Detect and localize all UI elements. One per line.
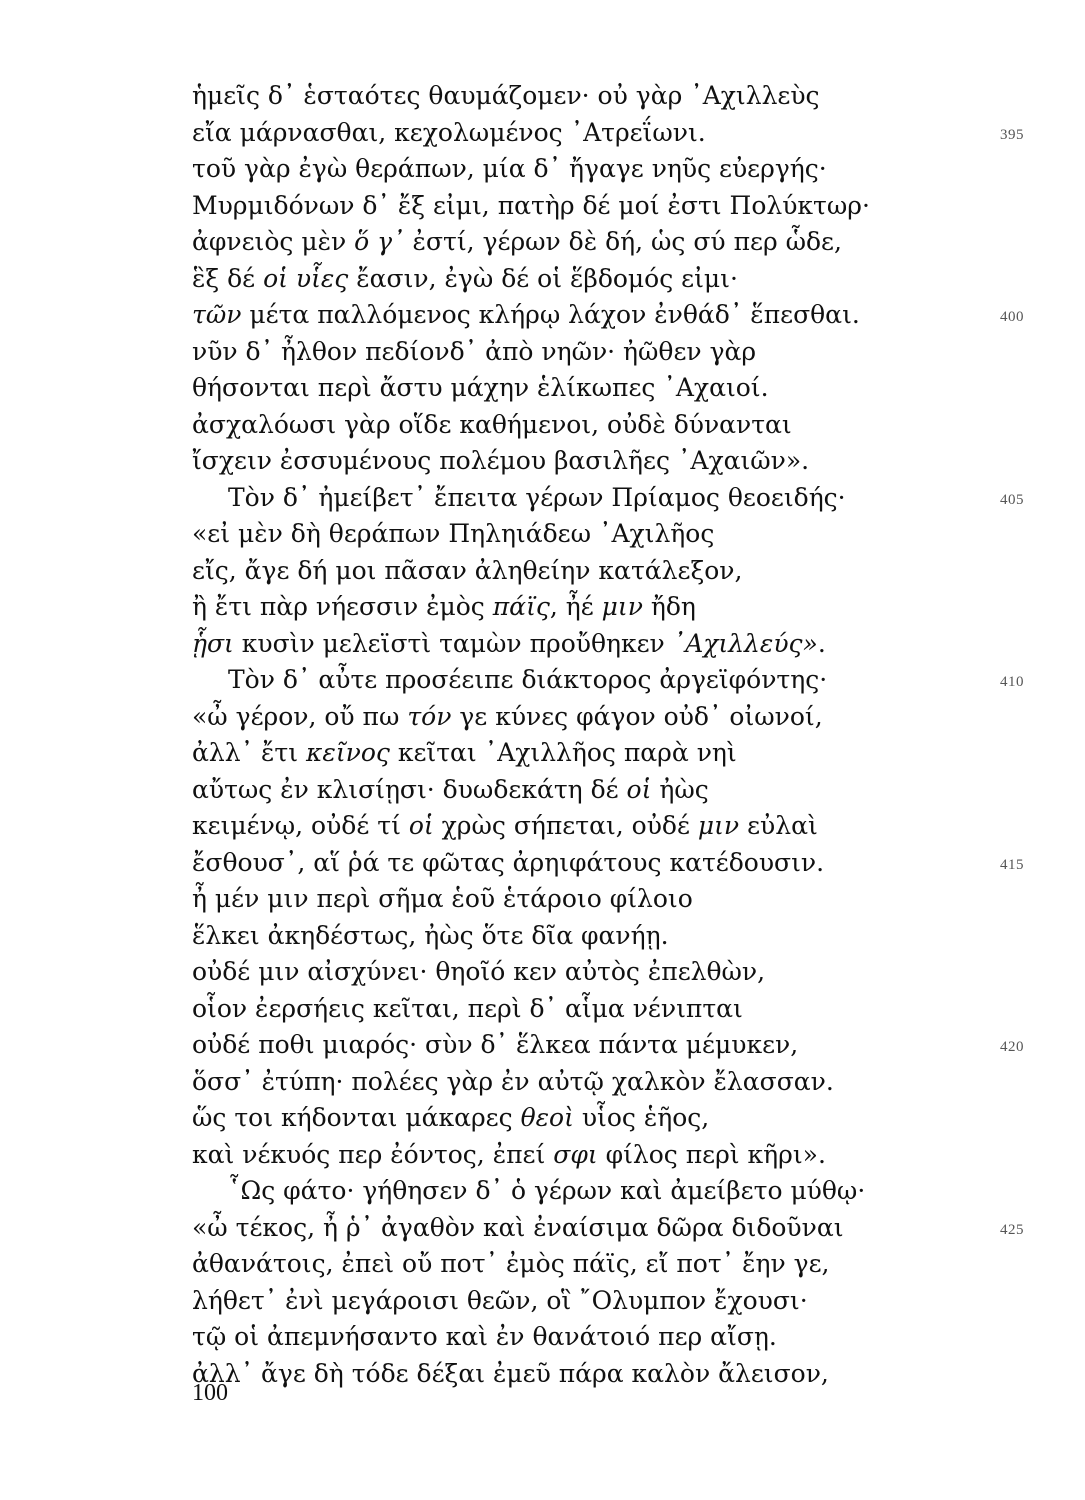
text-segment: μέτα παλλόμενος κλήρῳ λάχον ἐνθάδ᾽ ἕπεσθαι. bbox=[241, 300, 860, 329]
verse-text bbox=[192, 1067, 834, 1096]
verse-line bbox=[192, 224, 972, 261]
text-segment: ῟Ως φάτο· γήθησεν δ᾽ ὁ γέρων καὶ ἀμείβετο μύθῳ· bbox=[228, 1176, 866, 1205]
text-segment: «ὦ τέκος, ἦ ῥ᾽ ἀγαθὸν καὶ ἐναίσιμα δῶρα διδοῦναι bbox=[192, 1212, 844, 1242]
text-segment: «ὦ γέρον, οὔ πω bbox=[192, 701, 408, 731]
italic-segment: πάϊς bbox=[492, 592, 550, 621]
text-segment: ἀφνειὸς μὲν bbox=[192, 227, 355, 256]
verse-text bbox=[192, 300, 860, 329]
verse-line bbox=[192, 151, 972, 188]
italic-segment: ᾗσι bbox=[192, 628, 234, 658]
text-segment: Τὸν δ᾽ αὖτε προσέειπε διάκτορος ἀργεϊφόντης· bbox=[228, 665, 828, 694]
text-segment: καὶ νέκυός περ ἐόντος, ἐπεί bbox=[192, 1139, 554, 1169]
text-segment: ἴσχειν ἐσσυμένους πολέμου βασιλῆες ᾽Αχαιῶν». bbox=[192, 446, 810, 475]
verse-line bbox=[192, 516, 972, 553]
verse-text bbox=[192, 592, 696, 621]
text-segment: φίλος περὶ κῆρι». bbox=[597, 1139, 826, 1169]
text-segment: κυσὶν μελεϊστὶ ταμὼν προὔθηκεν bbox=[233, 628, 673, 658]
text-segment: κεῖται ᾽Αχιλλῆος παρὰ νηὶ bbox=[389, 738, 737, 767]
verse-line bbox=[192, 443, 972, 480]
verse-text bbox=[192, 994, 743, 1023]
verse-text bbox=[192, 665, 827, 694]
line-number: 410 bbox=[1000, 674, 1024, 690]
verse-line bbox=[192, 699, 972, 736]
italic-segment: ὅ γ᾽ bbox=[354, 227, 405, 256]
text-segment: Μυρμιδόνων δ᾽ ἔξ εἰμι, πατὴρ δέ μοί ἐστι Πολύκτωρ· bbox=[192, 190, 870, 220]
line-number: 420 bbox=[1000, 1039, 1024, 1055]
text-segment: θήσονται περὶ ἄστυ μάχην ἑλίκωπες ᾽Αχαιοί. bbox=[192, 373, 769, 402]
verse-text bbox=[192, 373, 769, 402]
text-segment: λήθετ᾽ ἐνὶ μεγάροισι θεῶν, οἳ ῎Ολυμπον ἔχουσι· bbox=[192, 1285, 808, 1315]
text-segment: ὥς τοι κήδονται μάκαρες bbox=[192, 1103, 521, 1132]
text-segment: τοῦ γὰρ ἐγὼ θεράπων, μία δ᾽ ἤγαγε νηῦς εὐεργής· bbox=[192, 154, 827, 183]
verse-line bbox=[192, 1173, 972, 1210]
text-segment: κειμένῳ, οὐδέ τί bbox=[192, 811, 409, 840]
verse-line bbox=[192, 662, 1024, 699]
verse-line bbox=[192, 1246, 972, 1283]
verse-text bbox=[192, 1249, 830, 1278]
text-segment: εὐλαὶ bbox=[739, 811, 818, 840]
verse-line bbox=[192, 261, 972, 298]
text-segment: οὐδέ μιν αἰσχύνει· θηοῖό κεν αὐτὸς ἐπελθὼν, bbox=[192, 957, 766, 986]
verse-line bbox=[192, 480, 1024, 517]
text-segment: ἕλκει ἀκηδέστως, ἠὼς ὅτε δῖα φανήῃ. bbox=[192, 920, 669, 950]
verse-text bbox=[192, 1176, 865, 1205]
text-segment: Τὸν δ᾽ ἠμείβετ᾽ ἔπειτα γέρων Πρίαμος θεοειδής· bbox=[228, 482, 846, 512]
verse-line bbox=[192, 407, 972, 444]
verse-line bbox=[192, 845, 1024, 882]
text-segment: ἀθανάτοις, ἐπεὶ οὔ ποτ᾽ ἐμὸς πάϊς, εἴ ποτ᾽ ἔην γε, bbox=[192, 1249, 830, 1278]
verse-line bbox=[192, 553, 972, 590]
verse-text bbox=[192, 1030, 798, 1059]
verse-line bbox=[192, 78, 972, 115]
verse-text bbox=[192, 1213, 844, 1242]
verse-line bbox=[192, 589, 972, 626]
italic-segment: μιν bbox=[601, 592, 643, 621]
verse-text bbox=[192, 921, 669, 950]
italic-segment: οἱ υἷες bbox=[263, 263, 349, 293]
verse-text bbox=[192, 957, 765, 986]
text-segment: ἠὼς bbox=[651, 774, 709, 804]
italic-segment: τόν bbox=[407, 701, 452, 731]
verse-text bbox=[192, 702, 823, 731]
poem-text bbox=[192, 78, 1024, 1392]
text-segment: ἢ ἔτι πὰρ νήεσσιν ἐμὸς bbox=[192, 592, 493, 621]
text-segment: εἴα μάρνασθαι, κεχολωμένος ᾽Ατρεΐωνι. bbox=[192, 117, 706, 147]
text-segment: «εἰ μὲν δὴ θεράπων Πηληιάδεω ᾽Αχιλῆος bbox=[192, 519, 715, 548]
line-number: 405 bbox=[1000, 491, 1024, 508]
text-segment: γε κύνες φάγον οὐδ᾽ οἰωνοί, bbox=[451, 701, 823, 731]
verse-line bbox=[192, 735, 972, 772]
italic-segment: οἱ bbox=[408, 811, 434, 840]
verse-line bbox=[192, 954, 972, 991]
text-segment: χρὼς σήπεται, οὐδέ bbox=[433, 811, 698, 840]
verse-line bbox=[192, 626, 972, 663]
text-segment: ἀσχαλόωσι γὰρ οἵδε καθήμενοι, οὐδὲ δύνανται bbox=[192, 409, 792, 439]
verse-text bbox=[192, 483, 846, 512]
verse-text bbox=[192, 811, 818, 840]
text-segment: νῦν δ᾽ ἦλθον πεδίονδ᾽ ἀπὸ νηῶν· ἠῶθεν γὰρ bbox=[192, 336, 757, 366]
verse-text bbox=[192, 1103, 709, 1132]
text-segment: , ἦέ bbox=[549, 592, 602, 621]
text-segment: ἔασιν, ἐγὼ δέ οἱ ἕβδομός εἰμι· bbox=[348, 263, 738, 293]
text-segment: ὅσσ᾽ ἐτύπη· πολέες γὰρ ἐν αὐτῷ χαλκὸν ἔλασσαν. bbox=[192, 1066, 834, 1096]
verse-line bbox=[192, 1356, 972, 1393]
italic-segment: κεῖνος bbox=[306, 738, 390, 767]
text-segment: οἷον ἐερσήεις κεῖται, περὶ δ᾽ αἷμα νένιπται bbox=[192, 993, 743, 1023]
verse-line bbox=[192, 991, 972, 1028]
italic-segment: οἱ bbox=[626, 774, 652, 804]
verse-text bbox=[192, 81, 820, 110]
verse-text bbox=[192, 337, 756, 366]
verse-line bbox=[192, 772, 972, 809]
text-segment: οὐδέ ποθι μιαρός· σὺν δ᾽ ἕλκεα πάντα μέμυκεν, bbox=[192, 1030, 799, 1059]
italic-segment: σφι bbox=[553, 1139, 598, 1169]
text-segment: ἤδη bbox=[642, 592, 696, 621]
verse-text bbox=[192, 1359, 829, 1388]
verse-text bbox=[192, 738, 737, 767]
verse-line bbox=[192, 115, 1024, 152]
verse-text bbox=[192, 410, 792, 439]
verse-line bbox=[192, 1064, 972, 1101]
text-segment: ἡμεῖς δ᾽ ἑσταότες θαυμάζομεν· οὐ γὰρ ᾽Αχιλλεὺς bbox=[192, 81, 820, 110]
text-segment: υἷος ἑῆος, bbox=[573, 1103, 710, 1132]
verse-line bbox=[192, 370, 972, 407]
verse-line bbox=[192, 1210, 1024, 1247]
italic-segment: ᾽Αχιλλεύς» bbox=[672, 628, 818, 658]
verse-line bbox=[192, 297, 1024, 334]
text-segment: τῷ οἱ ἀπεμνήσαντο καὶ ἐν θανάτοιό περ αἴσῃ. bbox=[192, 1322, 777, 1351]
verse-text bbox=[192, 629, 826, 658]
verse-text bbox=[192, 848, 824, 877]
text-segment: ἀλλ᾽ ἄγε δὴ τόδε δέξαι ἐμεῦ πάρα καλὸν ἄλεισον, bbox=[192, 1358, 829, 1388]
verse-text bbox=[192, 775, 709, 804]
verse-line bbox=[192, 808, 972, 845]
text-segment: . bbox=[817, 628, 826, 658]
verse-line bbox=[192, 918, 972, 955]
verse-line bbox=[192, 1319, 972, 1356]
verse-text bbox=[192, 227, 842, 256]
verse-line bbox=[192, 1100, 972, 1137]
verse-line bbox=[192, 188, 972, 225]
text-segment: ἀλλ᾽ ἔτι bbox=[192, 738, 307, 767]
page-number: 100 bbox=[192, 1380, 228, 1406]
verse-text bbox=[192, 1286, 808, 1315]
text-segment: αὔτως ἐν κλισίῃσι· δυωδεκάτη δέ bbox=[192, 774, 627, 804]
italic-segment: τῶν bbox=[192, 300, 242, 329]
verse-line bbox=[192, 1027, 1024, 1064]
verse-text bbox=[192, 264, 738, 293]
text-segment: εἴς, ἄγε δή μοι πᾶσαν ἀληθείην κατάλεξον, bbox=[192, 555, 743, 585]
line-number: 425 bbox=[1000, 1221, 1024, 1238]
text-segment: ἐστί, γέρων δὲ δή, ὡς σύ περ ὧδε, bbox=[404, 227, 842, 256]
verse-text bbox=[192, 118, 706, 147]
verse-text bbox=[192, 1140, 826, 1169]
verse-line bbox=[192, 1137, 972, 1174]
verse-line bbox=[192, 334, 972, 371]
verse-line bbox=[192, 881, 972, 918]
line-number: 395 bbox=[1000, 126, 1024, 143]
italic-segment: θεοὶ bbox=[520, 1103, 574, 1132]
verse-text bbox=[192, 884, 693, 913]
verse-text bbox=[192, 519, 714, 548]
verse-text bbox=[192, 154, 827, 183]
verse-line bbox=[192, 1283, 972, 1320]
verse-text bbox=[192, 191, 870, 220]
line-number: 415 bbox=[1000, 856, 1024, 873]
text-segment: ἔσθουσ᾽, αἵ ῥά τε φῶτας ἀρηιφάτους κατέδουσιν. bbox=[192, 847, 825, 877]
verse-text bbox=[192, 556, 742, 585]
text-segment: ἓξ δέ bbox=[192, 263, 264, 293]
verse-text bbox=[192, 446, 809, 475]
italic-segment: μιν bbox=[697, 811, 740, 840]
text-segment: ἦ μέν μιν περὶ σῆμα ἑοῦ ἑτάροιο φίλοιο bbox=[192, 884, 693, 913]
line-number: 400 bbox=[1000, 309, 1024, 325]
verse-text bbox=[192, 1322, 777, 1351]
